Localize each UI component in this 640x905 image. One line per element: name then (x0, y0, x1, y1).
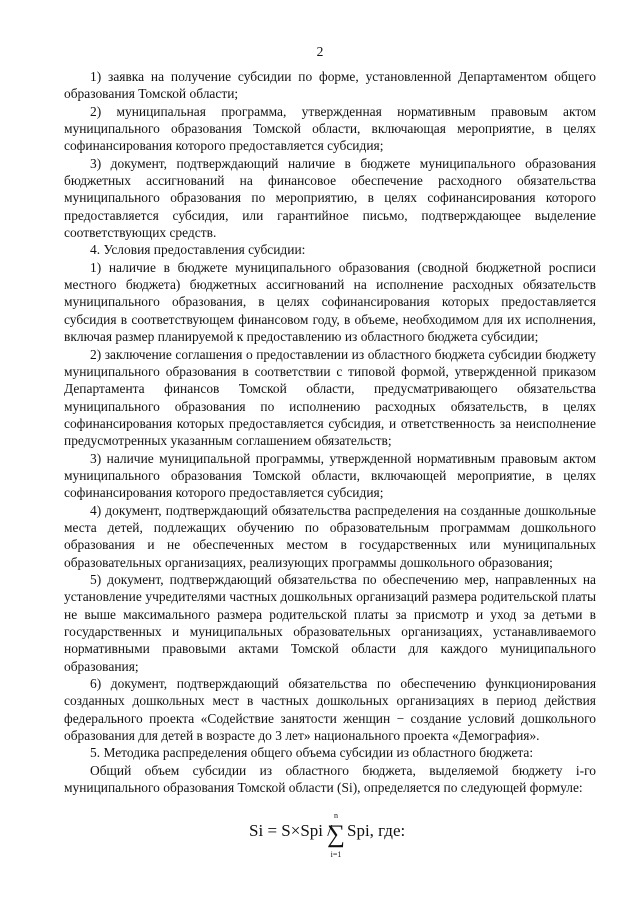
summation-symbol: ∑ (327, 821, 345, 848)
paragraph-formula-intro: Общий объем субсидии из областного бюджета, выделяемой бюджету i-го муниципального образования Томской области (Si), определяется по следующей формуле: (64, 762, 596, 796)
section-heading-methodology: 5. Методика распределения общего объема субсидии из областного бюджета: (90, 745, 534, 761)
paragraph-condition-6: 6) документ, подтверждающий обязательства по обеспечению функционирования созданных дошкольных мест в частных дошкольных организациях в период действия федерального проекта «Содействие занятости женщин − создание условий дошкольного образования для детей в возрасте до 3 лет» национального проекта «Демография». (64, 676, 596, 744)
formula-sum-upper: n (334, 811, 338, 820)
subsidy-formula (0, 801, 640, 861)
formula-sum-lower: i=1 (330, 850, 342, 859)
formula-svg (0, 801, 640, 861)
paragraph-municipal-program: 2) муниципальная программа, утвержденная нормативным правовым актом муниципального образования Томской области, включающая мероприятие, в целях софинансирования которого предоставляется субсидия; (64, 103, 596, 154)
document-body (64, 68, 596, 796)
paragraph-condition-1: 1) наличие в бюджете муниципального образования (сводной бюджетной росписи местного бюджета) бюджетных ассигнований на исполнение расходных обязательств муниципального образования, в целях софинансирования которых предоставляется субсидия в соответствующем финансовом году, в объеме, необходимом для их исполнения, включая размер планируемой к предоставлению из областного бюджета субсидии; (64, 259, 596, 345)
paragraph-condition-2: 2) заключение соглашения о предоставлении из областного бюджета субсидии бюджету муниципального образования в соответствии с типовой формой, утвержденной приказом Департамента финансов Томской области, предусматривающего обязательства муниципального образования по исполнению расходных обязательств, в целях софинансирования которых предоставляется субсидия, и ответственность за неисполнение предусмотренных указанным соглашением обязательств; (64, 346, 596, 449)
formula-lhs: Si = S×Spi / (249, 821, 332, 840)
paragraph-condition-5: 5) документ, подтверждающий обязательства по обеспечению мер, направленных на установление учредителями частных дошкольных организаций размера родительской платы не выше максимального размера родительской платы за присмотр и уход за детьми в государственных и муниципальных образовательных организациях, устанавливаемого нормативными правовыми актами Томской области для каждого муниципального образования; (64, 571, 596, 674)
paragraph-application: 1) заявка на получение субсидии по форме, установленной Департаментом общего образования Томской области; (64, 69, 596, 102)
page-number: 2 (316, 44, 324, 59)
formula-rhs: Spi, где: (347, 821, 406, 840)
section-heading-conditions: 4. Условия предоставления субсидии: (90, 242, 306, 258)
paragraph-condition-4: 4) документ, подтверждающий обязательства распределения на созданные дошкольные места детей, подлежащих обучению по образовательным программам дошкольного образования и не обеспеченных местом в государственных или муниципальных образовательных организациях, реализующих программы дошкольного образования; (64, 502, 596, 570)
paragraph-condition-3: 3) наличие муниципальной программы, утвержденной нормативным правовым актом муниципального образования Томской области, включающей мероприятие, в целях софинансирования которого предоставляется субсидия; (64, 450, 596, 501)
paragraph-budget-document: 3) документ, подтверждающий наличие в бюджете муниципального образования бюджетных ассигнований на финансовое обеспечение расходного обязательства муниципального образования по мероприятию, в целях софинансирования которого предоставляется субсидия, или гарантийное письмо, подтверждающее выделение соответствующих средств. (64, 155, 596, 241)
